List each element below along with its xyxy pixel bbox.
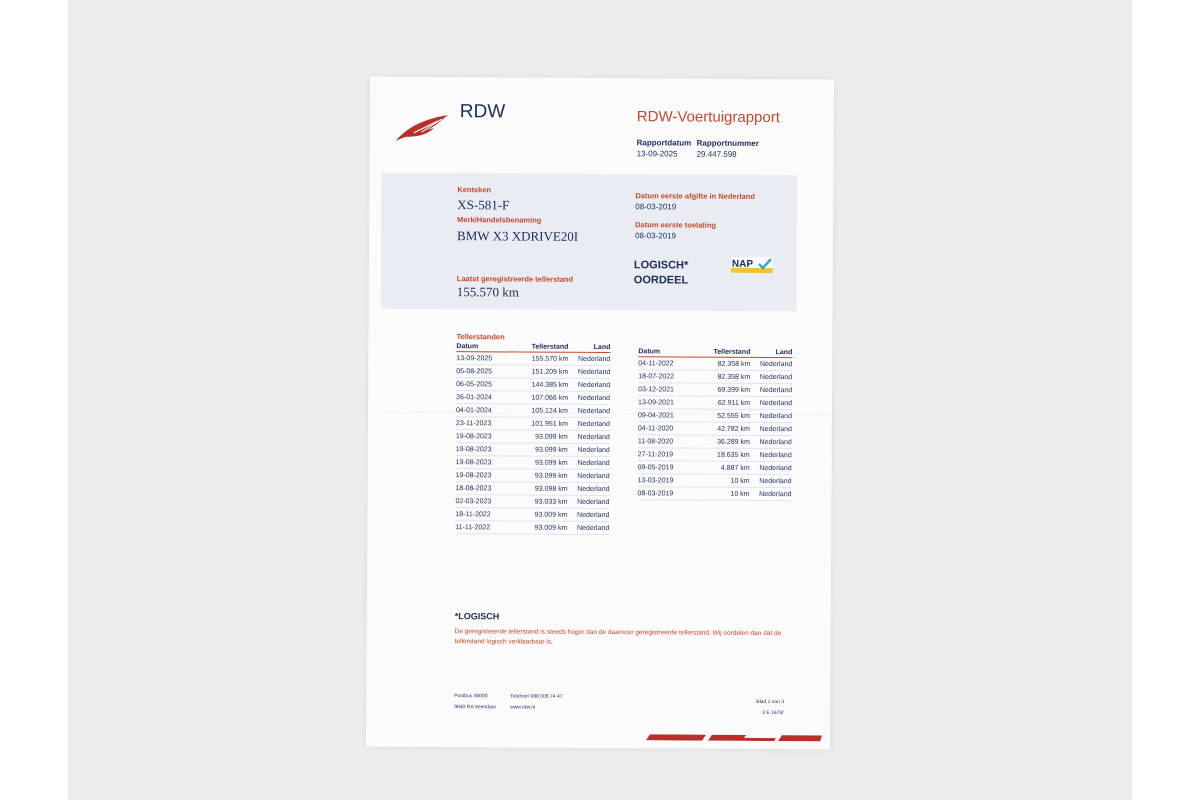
cell-odometer: 93.033 km <box>517 495 567 508</box>
table-row <box>455 521 609 535</box>
nap-logo-text: NAP <box>731 258 754 270</box>
cell-date: 19-08-2023 <box>456 456 518 469</box>
cell-odometer: 93.099 km <box>518 469 568 482</box>
cell-country: Nederland <box>568 456 610 469</box>
column-header-country: Land <box>750 349 792 358</box>
cell-country: Nederland <box>750 396 792 409</box>
table-row <box>638 396 792 410</box>
cell-country: Nederland <box>568 352 610 365</box>
cell-date: 09-05-2019 <box>638 461 700 474</box>
table-row <box>456 456 610 470</box>
cell-date: 08-03-2019 <box>637 487 699 500</box>
table-row <box>637 487 791 501</box>
table-row <box>638 357 792 371</box>
brand-model-value: BMW X3 XDRIVE20I <box>457 228 579 244</box>
logisch-note-text: De geregistreerde tellerstand is steeds hoger dan de daarvoor geregistreerde tellerstand. Wij oordelen dan dat de tellerstand logisch verklaarbaar is. <box>454 628 782 646</box>
table-row <box>456 404 610 418</box>
cell-country: Nederland <box>750 383 792 396</box>
cell-country: Nederland <box>750 422 792 435</box>
brand-name: RDW <box>459 101 506 123</box>
cell-date: 06-05-2025 <box>456 378 518 391</box>
cell-date: 27-11-2019 <box>638 448 700 461</box>
cell-country: Nederland <box>750 357 792 370</box>
first-registration-nl-value: 08-03-2019 <box>635 202 677 212</box>
footer-website: www.rdw.nl <box>510 704 536 711</box>
cell-date: 19-08-2023 <box>456 443 518 456</box>
footer-code: 3 E 1675f <box>762 709 784 717</box>
cell-odometer: 93.099 km <box>518 456 568 469</box>
cell-date: 02-03-2023 <box>455 495 517 508</box>
table-row <box>456 378 610 392</box>
report-date-label: Rapportdatum <box>636 138 692 148</box>
cell-date: 04-11-2020 <box>638 422 700 435</box>
cell-odometer: 4.887 km <box>700 461 750 474</box>
cell-odometer: 107.066 km <box>518 391 568 404</box>
nap-logo-icon <box>731 257 773 273</box>
cell-date: 18-11-2022 <box>455 508 517 521</box>
table-row <box>638 422 792 436</box>
table-row <box>456 391 610 405</box>
document-title: RDW-Voertuigrapport <box>636 108 780 127</box>
cell-date: 26-01-2024 <box>456 391 518 404</box>
column-header-date: Datum <box>456 343 518 352</box>
cell-odometer: 93.009 km <box>517 521 567 534</box>
footer-phone: Telefoon 088 008 74 47 <box>510 693 563 700</box>
cell-date: 05-08-2025 <box>456 365 518 378</box>
verdict-line2: OORDEEL <box>633 274 689 287</box>
cell-country: Nederland <box>568 378 610 391</box>
cell-odometer: 155.570 km <box>518 352 568 365</box>
first-admission-label: Datum eerste toelating <box>635 220 717 230</box>
cell-odometer: 93.099 km <box>518 430 568 443</box>
kenteken-value: XS-581-F <box>457 197 510 213</box>
first-registration-nl-label: Datum eerste afgifte in Nederland <box>635 191 755 201</box>
footer-stripe-icon <box>636 734 826 741</box>
cell-date: 19-08-2023 <box>456 430 518 443</box>
rdw-report-document <box>366 77 834 750</box>
cell-odometer: 105.124 km <box>518 404 568 417</box>
odometer-table-left <box>455 343 610 535</box>
cell-date: 23-11-2023 <box>456 417 518 430</box>
table-row <box>456 430 610 444</box>
footer-postbus: Postbus 30000 <box>454 693 488 700</box>
column-header-date: Datum <box>638 348 700 357</box>
cell-odometer: 36.289 km <box>700 435 750 448</box>
rdw-logo-icon <box>394 113 450 143</box>
cell-country: Nederland <box>750 461 792 474</box>
brand-model-label: Merk/Handelsbenaming <box>457 215 542 225</box>
cell-odometer: 93.098 km <box>517 482 567 495</box>
cell-country: Nederland <box>567 508 609 521</box>
table-row <box>456 469 610 483</box>
cell-date: 18-07-2022 <box>638 370 700 383</box>
table-row <box>638 370 792 384</box>
verdict-line1: LOGISCH* <box>633 259 689 272</box>
cell-country: Nederland <box>567 521 609 534</box>
cell-odometer: 18.635 km <box>700 448 750 461</box>
cell-date: 04-11-2022 <box>638 357 700 370</box>
column-header-country: Land <box>568 344 610 353</box>
cell-country: Nederland <box>568 365 610 378</box>
cell-odometer: 82.358 km <box>700 357 750 370</box>
cell-odometer: 144.385 km <box>518 378 568 391</box>
table-row <box>456 417 610 431</box>
cell-odometer: 93.099 km <box>518 443 568 456</box>
cell-country: Nederland <box>750 409 792 422</box>
table-row <box>456 443 610 457</box>
cell-country: Nederland <box>750 370 792 383</box>
odometer-label: Laatst geregistreerde tellerstand <box>456 274 574 284</box>
cell-odometer: 69.399 km <box>700 383 750 396</box>
cell-odometer: 151.209 km <box>518 365 568 378</box>
cell-date: 11-08-2020 <box>638 435 700 448</box>
odometer-history-title: Tellerstanden <box>456 332 505 342</box>
cell-odometer: 10 km <box>700 474 750 487</box>
first-admission-value: 08-03-2019 <box>635 231 677 241</box>
cell-date: 18-08-2023 <box>455 482 517 495</box>
cell-date: 09-04-2021 <box>638 409 700 422</box>
column-header-odometer: Tellerstand <box>700 349 750 358</box>
table-row <box>456 352 610 366</box>
table-row <box>638 448 792 462</box>
table-row <box>638 409 792 423</box>
cell-odometer: 42.782 km <box>700 422 750 435</box>
table-row <box>455 482 609 496</box>
kenteken-label: Kenteken <box>457 185 492 195</box>
table-row <box>638 474 792 488</box>
cell-odometer: 101.951 km <box>518 417 568 430</box>
footer-page: Blad 1 van 3 <box>756 698 785 706</box>
cell-country: Nederland <box>568 443 610 456</box>
table-row <box>638 435 792 449</box>
table-row <box>456 365 610 379</box>
cell-country: Nederland <box>567 495 609 508</box>
cell-country: Nederland <box>568 391 610 404</box>
cell-country: Nederland <box>750 474 792 487</box>
cell-date: 13-03-2019 <box>638 474 700 487</box>
cell-country: Nederland <box>568 430 610 443</box>
odometer-table-right <box>637 348 792 501</box>
cell-date: 04-01-2024 <box>456 404 518 417</box>
table-row <box>455 508 609 522</box>
cell-odometer: 93.009 km <box>517 508 567 521</box>
cell-country: Nederland <box>749 487 791 500</box>
cell-date: 03-12-2021 <box>638 383 700 396</box>
table-row <box>455 495 609 509</box>
odometer-value: 155.570 km <box>456 284 519 300</box>
report-number-label: Rapportnummer <box>696 138 759 148</box>
cell-date: 19-08-2023 <box>456 469 518 482</box>
cell-country: Nederland <box>750 448 792 461</box>
table-row <box>638 461 792 475</box>
table-row <box>638 383 792 397</box>
cell-country: Nederland <box>568 417 610 430</box>
footer-address: 9640 RA Veendam <box>454 704 496 711</box>
cell-odometer: 52.555 km <box>700 409 750 422</box>
report-number-value: 29.447.598 <box>696 149 737 159</box>
cell-country: Nederland <box>567 482 609 495</box>
cell-country: Nederland <box>568 404 610 417</box>
cell-date: 11-11-2022 <box>455 521 517 534</box>
logisch-note-title: *LOGISCH <box>454 611 500 622</box>
cell-odometer: 62.911 km <box>700 396 750 409</box>
cell-country: Nederland <box>568 469 610 482</box>
cell-odometer: 82.358 km <box>700 370 750 383</box>
cell-date: 13-09-2025 <box>456 352 518 365</box>
cell-odometer: 10 km <box>699 487 749 500</box>
cell-date: 13-09-2021 <box>638 396 700 409</box>
cell-country: Nederland <box>750 435 792 448</box>
report-date-value: 13-09-2025 <box>636 149 678 159</box>
column-header-odometer: Tellerstand <box>518 344 568 353</box>
